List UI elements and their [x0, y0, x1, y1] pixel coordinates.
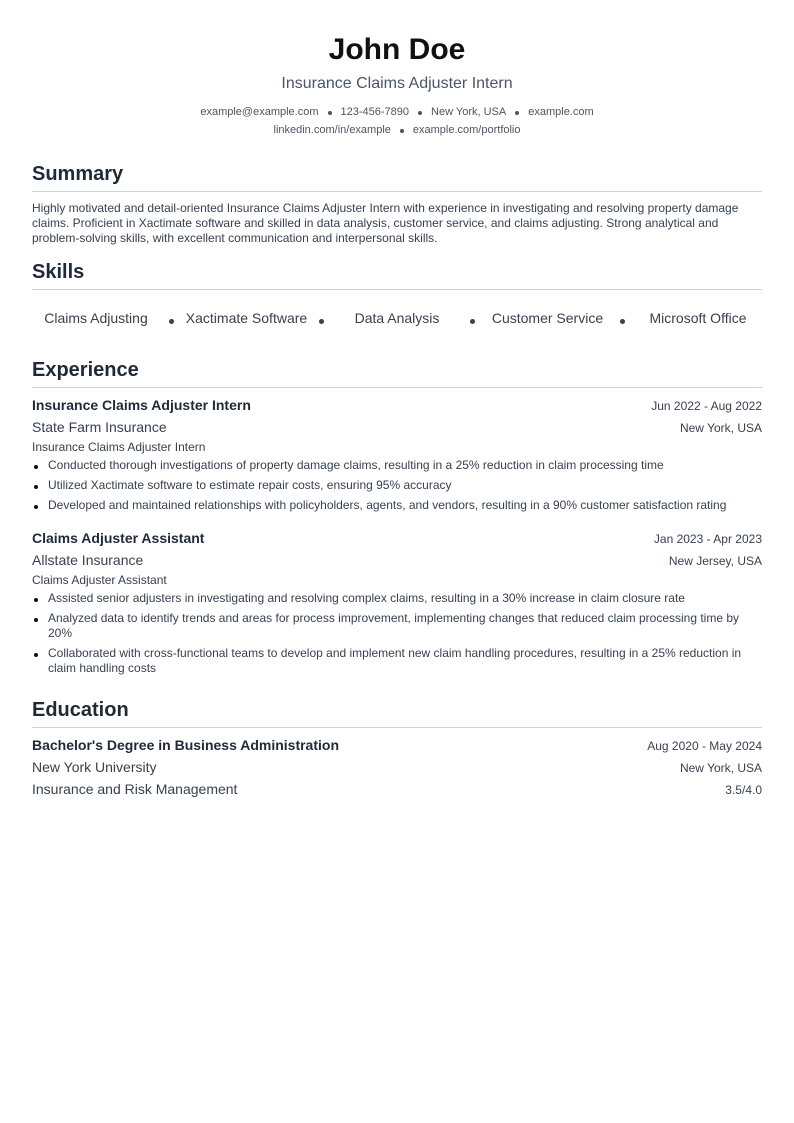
list-item — [32, 646, 762, 676]
contact-linkedin[interactable]: linkedin.com/in/example — [273, 124, 391, 136]
bullet-dot-icon — [620, 319, 625, 324]
job-location: New Jersey, USA — [668, 554, 762, 568]
school-name: New York University — [32, 759, 157, 775]
separator-dot-icon — [400, 129, 404, 133]
bullet-dot-icon — [34, 505, 38, 509]
bullet-dot-icon — [34, 465, 38, 469]
bullet-dot-icon — [34, 618, 38, 622]
job-location: New York, USA — [679, 421, 762, 435]
summary-heading: Summary — [32, 162, 762, 192]
bullet-dot-icon — [34, 653, 38, 657]
bullet-text: Conducted thorough investigations of property damage claims, resulting in a 25% reduction in claim processing time — [48, 458, 664, 472]
resume-header — [32, 32, 762, 138]
list-item — [32, 498, 762, 513]
job-dates: Jan 2023 - Apr 2023 — [653, 532, 762, 546]
skill-item: Xactimate Software — [185, 309, 308, 326]
education-section — [32, 698, 762, 799]
experience-entry — [32, 396, 762, 513]
education-dates: Aug 2020 - May 2024 — [647, 739, 762, 753]
experience-entry — [32, 529, 762, 676]
separator-dot-icon — [328, 111, 332, 115]
contact-location: New York, USA — [431, 106, 507, 118]
gpa: 3.5/4.0 — [725, 783, 762, 797]
skills-section — [32, 260, 762, 338]
job-subtitle: Claims Adjuster Assistant — [32, 573, 167, 587]
skills-heading: Skills — [32, 260, 762, 290]
bullet-text: Collaborated with cross-functional teams to develop and implement new claim handling procedures, resulting in a 25% reduction in claim handling costs — [48, 646, 742, 675]
bullet-text: Developed and maintained relationships with policyholders, agents, and vendors, resulting in a 90% customer satisfaction rating — [48, 498, 727, 512]
contact-portfolio[interactable]: example.com/portfolio — [412, 124, 521, 136]
bullet-dot-icon — [34, 485, 38, 489]
job-dates: Jun 2022 - Aug 2022 — [651, 399, 762, 413]
skill-item: Data Analysis — [354, 309, 440, 326]
list-item — [32, 591, 762, 606]
skill-item: Microsoft Office — [649, 309, 747, 326]
company-name: Allstate Insurance — [32, 552, 144, 568]
job-subtitle: Insurance Claims Adjuster Intern — [32, 440, 206, 454]
company-name: State Farm Insurance — [32, 419, 167, 435]
job-bullets — [32, 458, 762, 513]
bullet-text: Assisted senior adjusters in investigating and resolving complex claims, resulting in a 30% increase in claim closure rate — [48, 591, 685, 605]
list-item — [32, 611, 762, 641]
separator-dot-icon — [418, 111, 422, 115]
experience-section — [32, 358, 762, 676]
school-location: New York, USA — [679, 761, 762, 775]
list-item — [32, 458, 762, 473]
summary-text: Highly motivated and detail-oriented Insurance Claims Adjuster Intern with experience in investigating and resolving property damage claims. Proficient in Xactimate software and skilled in data analysis, customer service, and claims adjusting. Strong analytical and problem-solving skills, with excellent communication and interpersonal skills. — [32, 201, 739, 245]
contact-email[interactable]: example@example.com — [200, 106, 319, 118]
degree-name: Bachelor's Degree in Business Administration — [32, 737, 340, 753]
bullet-dot-icon — [169, 319, 174, 324]
education-entry — [32, 736, 762, 799]
experience-heading: Experience — [32, 358, 762, 388]
job-title: Insurance Claims Adjuster Intern — [32, 397, 251, 413]
bullet-dot-icon — [34, 598, 38, 602]
candidate-title: Insurance Claims Adjuster Intern — [281, 75, 513, 92]
candidate-name: John Doe — [328, 33, 466, 66]
contact-phone[interactable]: 123-456-7890 — [340, 106, 410, 118]
skills-list — [32, 298, 762, 338]
bullet-dot-icon — [319, 319, 324, 324]
bullet-dot-icon — [470, 319, 475, 324]
bullet-text: Utilized Xactimate software to estimate repair costs, ensuring 95% accuracy — [48, 478, 452, 492]
contact-line-secondary — [32, 122, 762, 138]
separator-dot-icon — [515, 111, 519, 115]
bullet-text: Analyzed data to identify trends and areas for process improvement, implementing changes that reduced claim processing time by 20% — [48, 611, 740, 640]
contact-website[interactable]: example.com — [528, 106, 594, 118]
contact-line-primary — [32, 104, 762, 120]
education-heading: Education — [32, 698, 762, 728]
job-title: Claims Adjuster Assistant — [32, 530, 205, 546]
field-of-study: Insurance and Risk Management — [32, 781, 238, 797]
list-item — [32, 478, 762, 493]
skill-item: Claims Adjusting — [44, 309, 148, 326]
job-bullets — [32, 591, 762, 676]
summary-section — [32, 162, 762, 246]
skill-item: Customer Service — [491, 309, 604, 326]
